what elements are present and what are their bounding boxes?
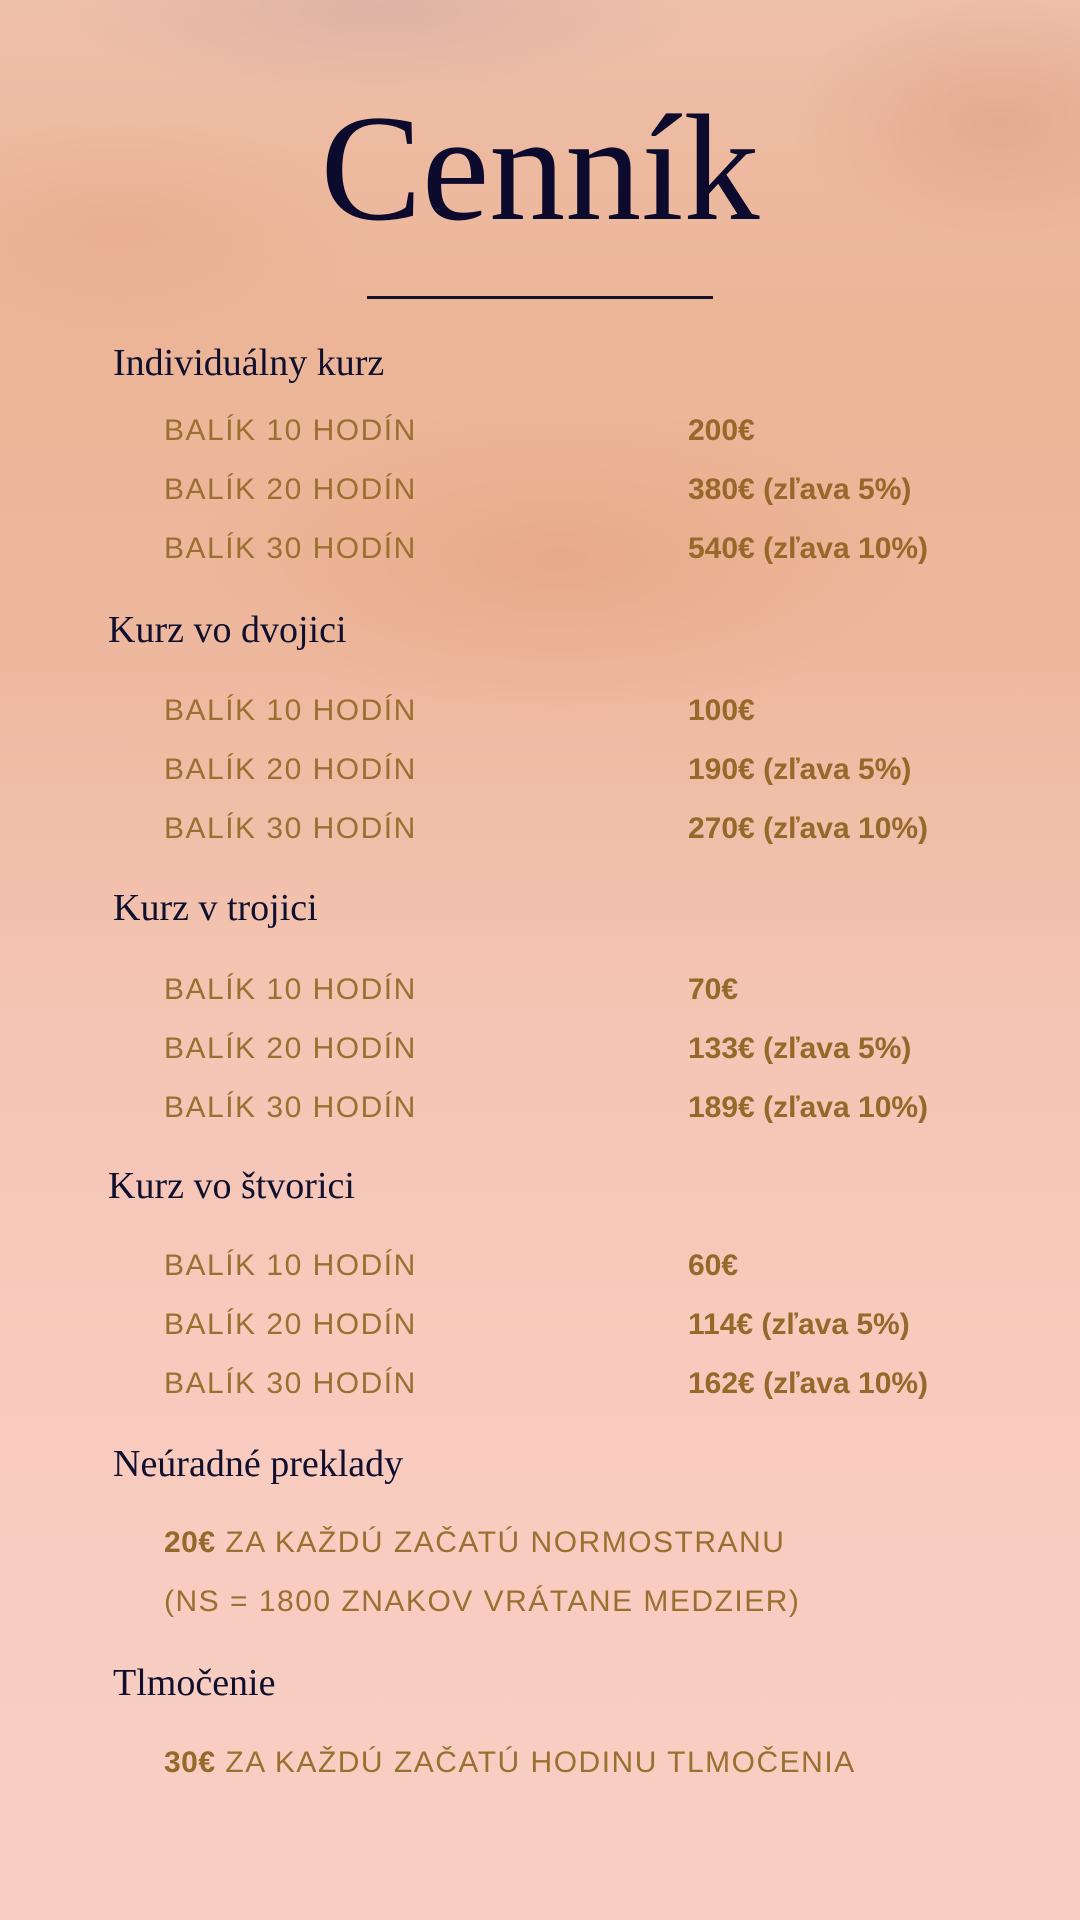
section-heading-quartet: Kurz vo štvorici — [108, 1165, 355, 1207]
package-label: BALÍK 20 HODÍN — [164, 473, 417, 506]
translations-price: 20€ — [164, 1526, 216, 1559]
package-price: 133€ (zľava 5%) — [688, 1032, 912, 1065]
section-heading-pair: Kurz vo dvojici — [108, 609, 347, 651]
package-price: 70€ — [688, 973, 739, 1006]
package-label: BALÍK 10 HODÍN — [164, 973, 417, 1006]
package-price: 270€ (zľava 10%) — [688, 812, 929, 845]
section-heading-interpreting: Tlmočenie — [113, 1662, 276, 1704]
translations-text: ZA KAŽDÚ ZAČATÚ NORMOSTRANU — [225, 1526, 786, 1559]
package-label: BALÍK 30 HODÍN — [164, 1367, 417, 1400]
package-price: 60€ — [688, 1249, 739, 1282]
package-price: 162€ (zľava 10%) — [688, 1367, 929, 1400]
package-price: 100€ — [688, 694, 755, 727]
package-price: 540€ (zľava 10%) — [688, 532, 929, 565]
package-label: BALÍK 10 HODÍN — [164, 694, 417, 727]
package-label: BALÍK 10 HODÍN — [164, 1249, 417, 1282]
package-price: 380€ (zľava 5%) — [688, 473, 912, 506]
package-price: 200€ — [688, 414, 755, 447]
section-heading-individual: Individuálny kurz — [113, 342, 385, 384]
package-price: 114€ (zľava 5%) — [688, 1308, 910, 1341]
interpreting-price: 30€ — [164, 1746, 216, 1779]
package-label: BALÍK 30 HODÍN — [164, 812, 417, 845]
title-divider — [367, 296, 713, 299]
package-label: BALÍK 20 HODÍN — [164, 1308, 417, 1341]
package-price: 190€ (zľava 5%) — [688, 753, 912, 786]
package-label: BALÍK 10 HODÍN — [164, 414, 417, 447]
page-title: Cenník — [320, 84, 760, 252]
translations-price-line — [164, 1528, 785, 1558]
section-heading-trio: Kurz v trojici — [113, 887, 318, 929]
interpreting-text: ZA KAŽDÚ ZAČATÚ HODINU TLMOČENIA — [225, 1746, 856, 1779]
interpreting-price-line — [164, 1748, 856, 1778]
package-label: BALÍK 20 HODÍN — [164, 1032, 417, 1065]
package-price: 189€ (zľava 10%) — [688, 1091, 929, 1124]
translations-note: (NS = 1800 ZNAKOV VRÁTANE MEDZIER) — [164, 1585, 801, 1618]
package-label: BALÍK 30 HODÍN — [164, 1091, 417, 1124]
package-label: BALÍK 30 HODÍN — [164, 532, 417, 565]
section-heading-translations: Neúradné preklady — [113, 1443, 404, 1485]
package-label: BALÍK 20 HODÍN — [164, 753, 417, 786]
